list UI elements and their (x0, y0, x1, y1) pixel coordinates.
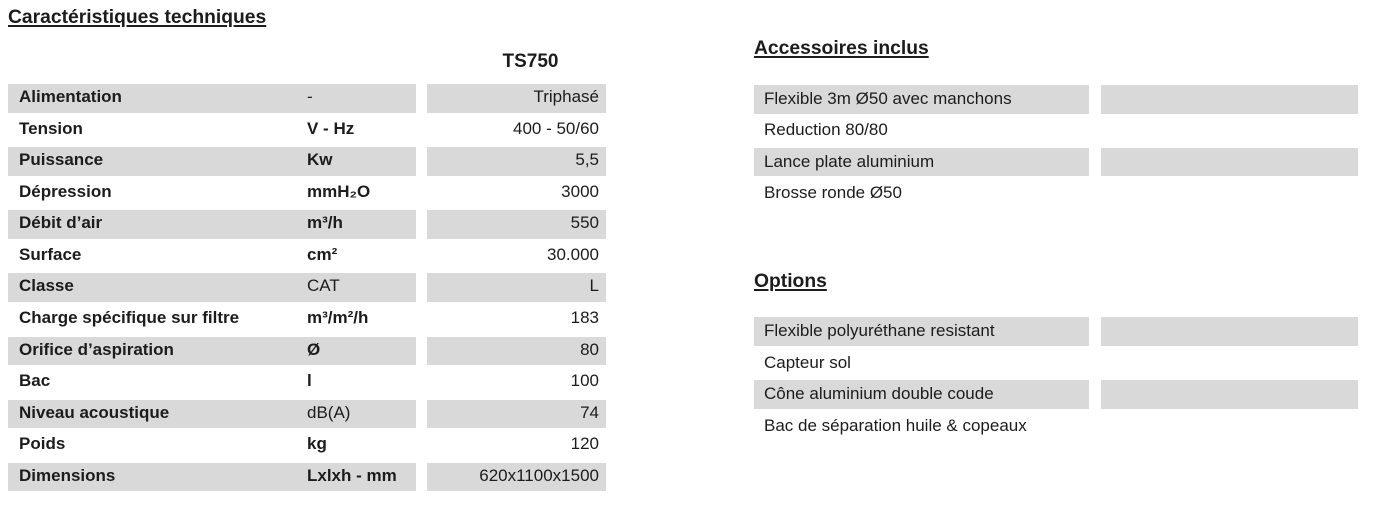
option-item: Cône aluminium double coude (764, 384, 994, 404)
spec-label-cell (8, 116, 416, 145)
spec-unit: Kw (307, 150, 333, 170)
spec-row-bac (8, 366, 606, 398)
spec-label: Poids (19, 434, 66, 454)
spec-label-cell (8, 400, 416, 429)
accessory-item: Lance plate aluminium (764, 151, 935, 171)
spec-label-cell (8, 179, 416, 208)
accessories-heading: Accessoires inclus (754, 38, 929, 59)
section-title-characteristics: Caractéristiques techniques (8, 7, 267, 28)
option-cell (754, 380, 1089, 409)
spec-label: Alimentation (19, 87, 122, 106)
option-extra-cell (1101, 349, 1358, 378)
spec-value-cell (427, 179, 606, 208)
spec-label: Dimensions (19, 465, 116, 485)
option-row (754, 346, 1358, 378)
spec-label-cell (8, 305, 416, 334)
spec-value: 5,5 (575, 150, 599, 170)
spec-value: Triphasé (533, 87, 599, 106)
accessories-list (754, 83, 1358, 208)
accessory-cell (754, 179, 1089, 208)
spec-row-debit-air (8, 208, 606, 240)
spec-unit: kg (307, 434, 327, 454)
spec-label-cell (8, 84, 416, 113)
spec-value-cell (427, 242, 606, 271)
accessory-item: Brosse ronde Ø50 (764, 182, 902, 202)
spec-value: 400 - 50/60 (512, 118, 599, 138)
spec-label-cell (8, 210, 416, 239)
options-heading: Options (754, 271, 827, 292)
spec-unit: m³/m²/h (307, 308, 369, 328)
spec-row-alimentation (8, 82, 606, 114)
spec-value-cell (427, 337, 606, 366)
accessory-item: Flexible 3m Ø50 avec manchons (764, 89, 1012, 108)
option-extra-cell (1101, 380, 1358, 409)
spec-unit: Ø (307, 339, 321, 359)
spec-label-cell (8, 337, 416, 366)
accessory-extra-cell (1101, 85, 1358, 114)
spec-unit: CAT (307, 276, 340, 296)
option-item: Capteur sol (764, 352, 851, 372)
spec-label-cell (8, 463, 416, 492)
spec-label: Puissance (19, 150, 104, 170)
spec-label: Classe (19, 276, 74, 296)
spec-value: 100 (570, 371, 599, 391)
spec-value-cell (427, 116, 606, 145)
accessory-row (754, 145, 1358, 176)
spec-value: 74 (580, 402, 599, 422)
option-row (754, 409, 1358, 441)
option-extra-cell (1101, 317, 1358, 346)
option-item: Flexible polyuréthane resistant (764, 321, 995, 340)
spec-value: 183 (570, 308, 599, 328)
spec-row-surface (8, 239, 606, 271)
spec-value-cell (427, 305, 606, 334)
accessory-item: Reduction 80/80 (764, 120, 888, 140)
spec-label: Niveau acoustique (19, 402, 170, 422)
spec-value-cell (427, 463, 606, 492)
spec-label: Débit d’air (19, 213, 103, 233)
option-cell (754, 317, 1089, 346)
spec-value: 620x1100x1500 (479, 465, 599, 485)
spec-label: Bac (19, 371, 51, 391)
spec-row-poids (8, 429, 606, 461)
spec-label-cell (8, 273, 416, 302)
model-column-header: TS750 (502, 51, 559, 72)
accessory-extra-cell (1101, 179, 1358, 208)
spec-unit: l (307, 371, 312, 391)
spec-value-cell (427, 273, 606, 302)
spec-row-classe (8, 271, 606, 303)
spec-value-cell (427, 210, 606, 239)
spec-row-orifice (8, 334, 606, 366)
accessory-cell (754, 148, 1089, 177)
spec-unit: - (307, 87, 313, 106)
spec-unit: cm² (307, 244, 338, 264)
spec-label-cell (8, 242, 416, 271)
spec-label-cell (8, 147, 416, 176)
spec-label-cell (8, 368, 416, 397)
spec-unit: Lxlxh - mm (307, 465, 397, 485)
spec-label: Charge spécifique sur filtre (19, 308, 240, 328)
option-item: Bac de séparation huile & copeaux (764, 415, 1027, 435)
spec-row-charge-specifique (8, 303, 606, 335)
accessory-extra-cell (1101, 116, 1358, 145)
spec-value: L (589, 276, 599, 296)
spec-label: Dépression (19, 181, 112, 201)
spec-value-cell (427, 431, 606, 460)
spec-unit: V - Hz (307, 118, 355, 138)
accessory-cell (754, 116, 1089, 145)
spec-label: Tension (19, 118, 83, 138)
accessory-cell (754, 85, 1089, 114)
option-extra-cell (1101, 412, 1358, 441)
spec-row-niveau-acoustique (8, 397, 606, 429)
accessory-row (754, 176, 1358, 207)
accessory-row (754, 114, 1358, 145)
spec-row-tension (8, 113, 606, 145)
spec-row-dimensions (8, 460, 606, 492)
spec-row-puissance (8, 145, 606, 177)
spec-value-cell (427, 368, 606, 397)
spec-value: 30.000 (547, 244, 599, 264)
spec-unit: m³/h (307, 213, 343, 233)
spec-table (8, 82, 606, 493)
spec-label: Orifice d’aspiration (19, 339, 174, 359)
spec-label: Surface (19, 244, 82, 264)
spec-value-cell (427, 84, 606, 113)
accessory-row (754, 83, 1358, 114)
option-row (754, 315, 1358, 347)
spec-value-cell (427, 147, 606, 176)
option-cell (754, 349, 1089, 378)
spec-value: 550 (570, 213, 599, 233)
spec-label-cell (8, 431, 416, 460)
spec-row-depression (8, 176, 606, 208)
options-list (754, 315, 1358, 442)
option-cell (754, 412, 1089, 441)
spec-unit: dB(A) (307, 402, 351, 422)
spec-value: 80 (580, 339, 599, 359)
accessory-extra-cell (1101, 148, 1358, 177)
spec-value: 120 (570, 434, 599, 454)
spec-unit: mmH₂O (307, 181, 371, 201)
spec-value-cell (427, 400, 606, 429)
option-row (754, 378, 1358, 410)
spec-value: 3000 (561, 181, 599, 201)
